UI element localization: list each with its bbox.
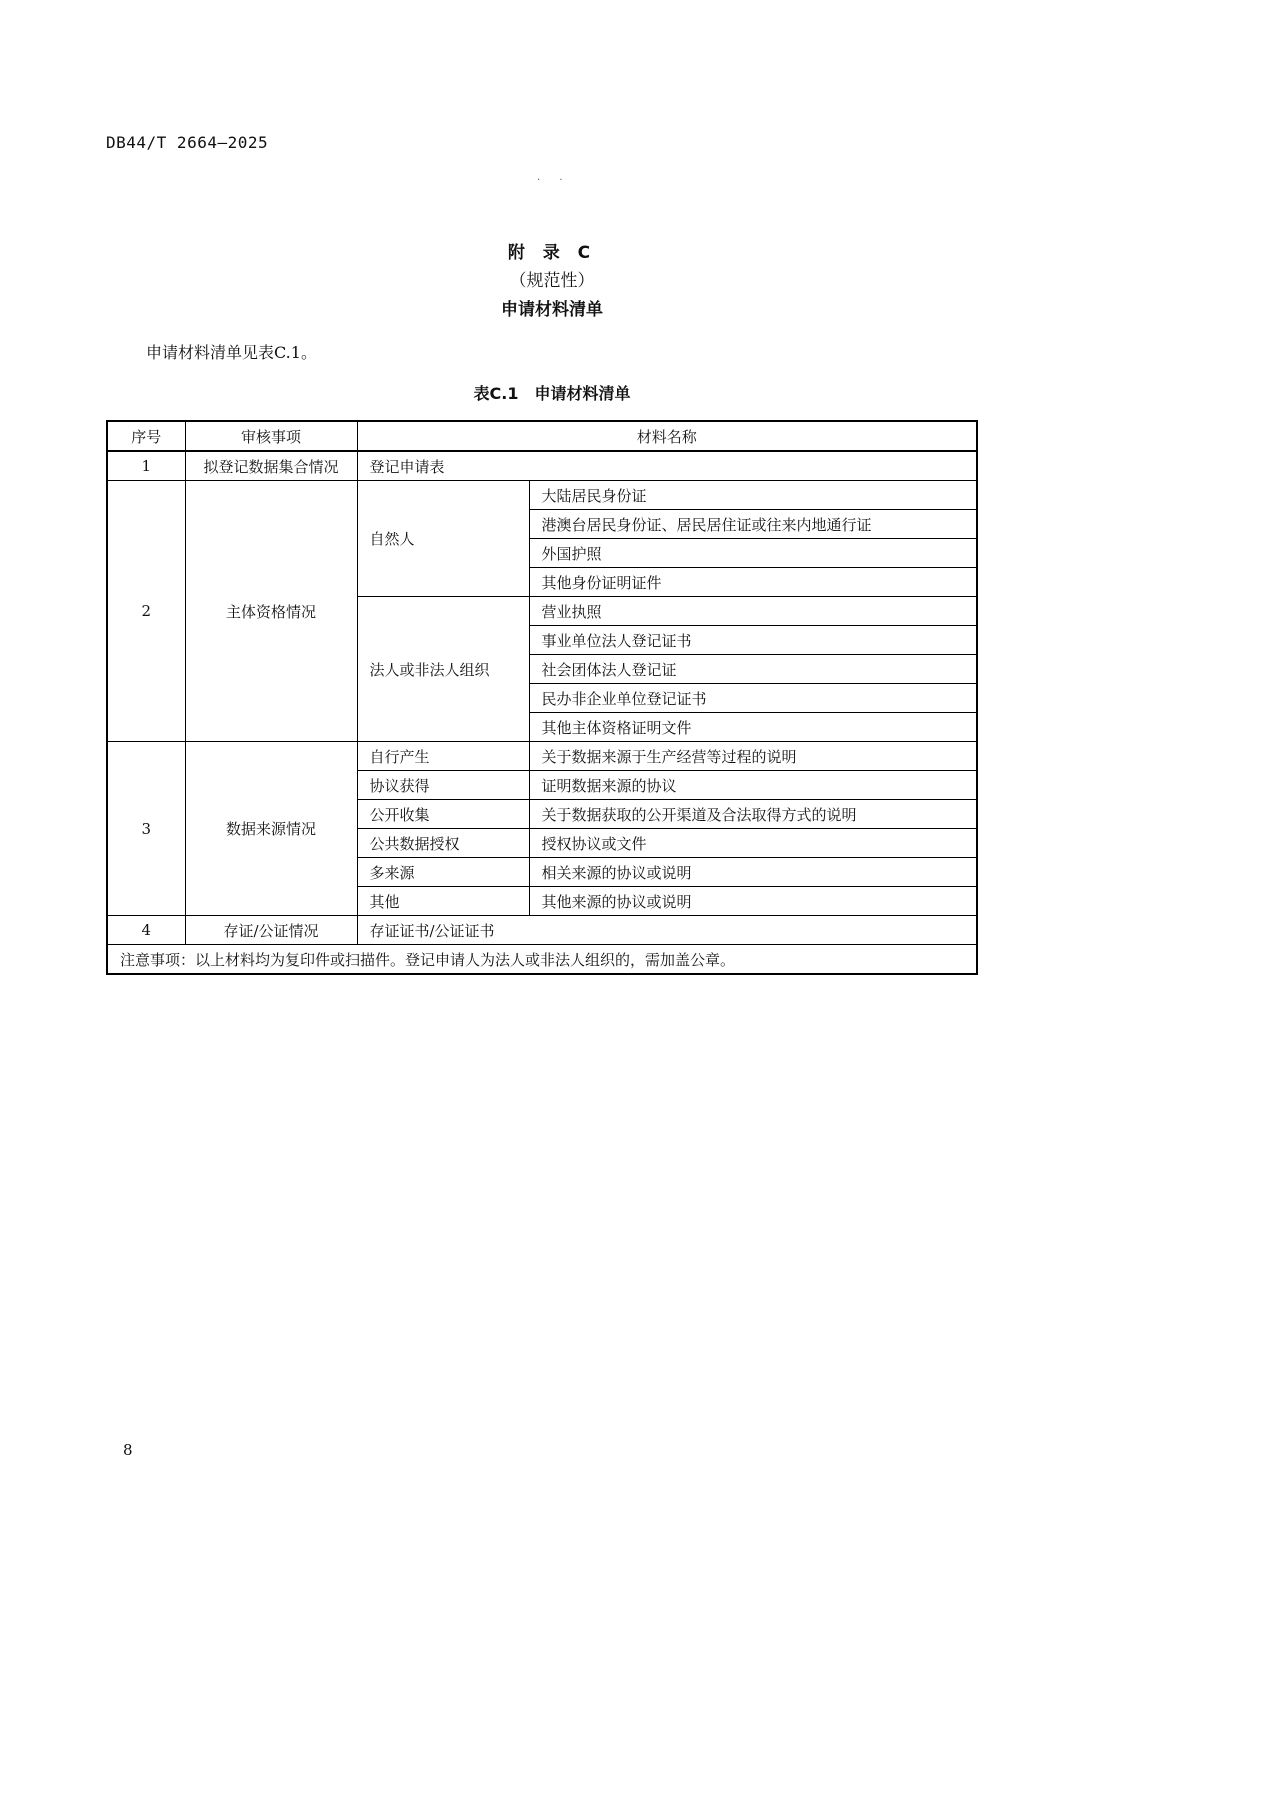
table-caption-number: 表C.1 (473, 384, 519, 403)
item-cell: 存证/公证情况 (185, 916, 357, 945)
material-cell: 证明数据来源的协议 (529, 771, 977, 800)
material-cell: 其他主体资格证明文件 (529, 713, 977, 742)
material-cell: 港澳台居民身份证、居民居住证或往来内地通行证 (529, 510, 977, 539)
table-header-row (107, 421, 977, 451)
source-type-cell: 协议获得 (357, 771, 529, 800)
material-cell: 其他来源的协议或说明 (529, 887, 977, 916)
table-caption-title: 申请材料清单 (534, 384, 631, 403)
intro-paragraph: 申请材料清单见表C.1。 (146, 343, 317, 362)
source-type-cell: 公开收集 (357, 800, 529, 829)
appendix-title: 附 录 C (507, 243, 597, 263)
item-cell: 拟登记数据集合情况 (185, 451, 357, 481)
subject-type-cell: 法人或非法人组织 (357, 597, 529, 742)
material-cell: 其他身份证明证件 (529, 568, 977, 597)
table-row (107, 481, 977, 510)
page-number: 8 (123, 1441, 133, 1459)
standard-code: DB44/T 2664—2025 (106, 133, 269, 152)
material-cell: 相关来源的协议或说明 (529, 858, 977, 887)
material-cell: 民办非企业单位登记证书 (529, 684, 977, 713)
source-type-cell: 多来源 (357, 858, 529, 887)
material-cell: 外国护照 (529, 539, 977, 568)
appendix-type: （规范性） (509, 271, 595, 291)
material-cell: 登记申请表 (357, 451, 977, 481)
material-cell: 营业执照 (529, 597, 977, 626)
source-type-cell: 其他 (357, 887, 529, 916)
subject-type-cell: 自然人 (357, 481, 529, 597)
seq-cell: 2 (107, 481, 185, 742)
source-type-cell: 公共数据授权 (357, 829, 529, 858)
table-row (107, 916, 977, 945)
header-materials: 材料名称 (357, 421, 977, 451)
header-seq: 序号 (107, 421, 185, 451)
material-cell: 社会团体法人登记证 (529, 655, 977, 684)
material-cell: 大陆居民身份证 (529, 481, 977, 510)
seq-cell: 3 (107, 742, 185, 916)
item-cell: 主体资格情况 (185, 481, 357, 742)
material-cell: 存证证书/公证证书 (357, 916, 977, 945)
materials-table (106, 420, 978, 975)
material-cell: 关于数据获取的公开渠道及合法取得方式的说明 (529, 800, 977, 829)
table-row (107, 451, 977, 481)
material-cell: 授权协议或文件 (529, 829, 977, 858)
table-caption (0, 381, 1104, 404)
header-dots: . . (537, 172, 571, 183)
table-note-row (107, 945, 977, 975)
appendix-name: 申请材料清单 (501, 300, 603, 320)
item-cell: 数据来源情况 (185, 742, 357, 916)
seq-cell: 1 (107, 451, 185, 481)
material-cell: 事业单位法人登记证书 (529, 626, 977, 655)
header-item: 审核事项 (185, 421, 357, 451)
table-row (107, 742, 977, 771)
material-cell: 关于数据来源于生产经营等过程的说明 (529, 742, 977, 771)
source-type-cell: 自行产生 (357, 742, 529, 771)
table-note: 注意事项：以上材料均为复印件或扫描件。登记申请人为法人或非法人组织的，需加盖公章。 (107, 945, 977, 975)
seq-cell: 4 (107, 916, 185, 945)
